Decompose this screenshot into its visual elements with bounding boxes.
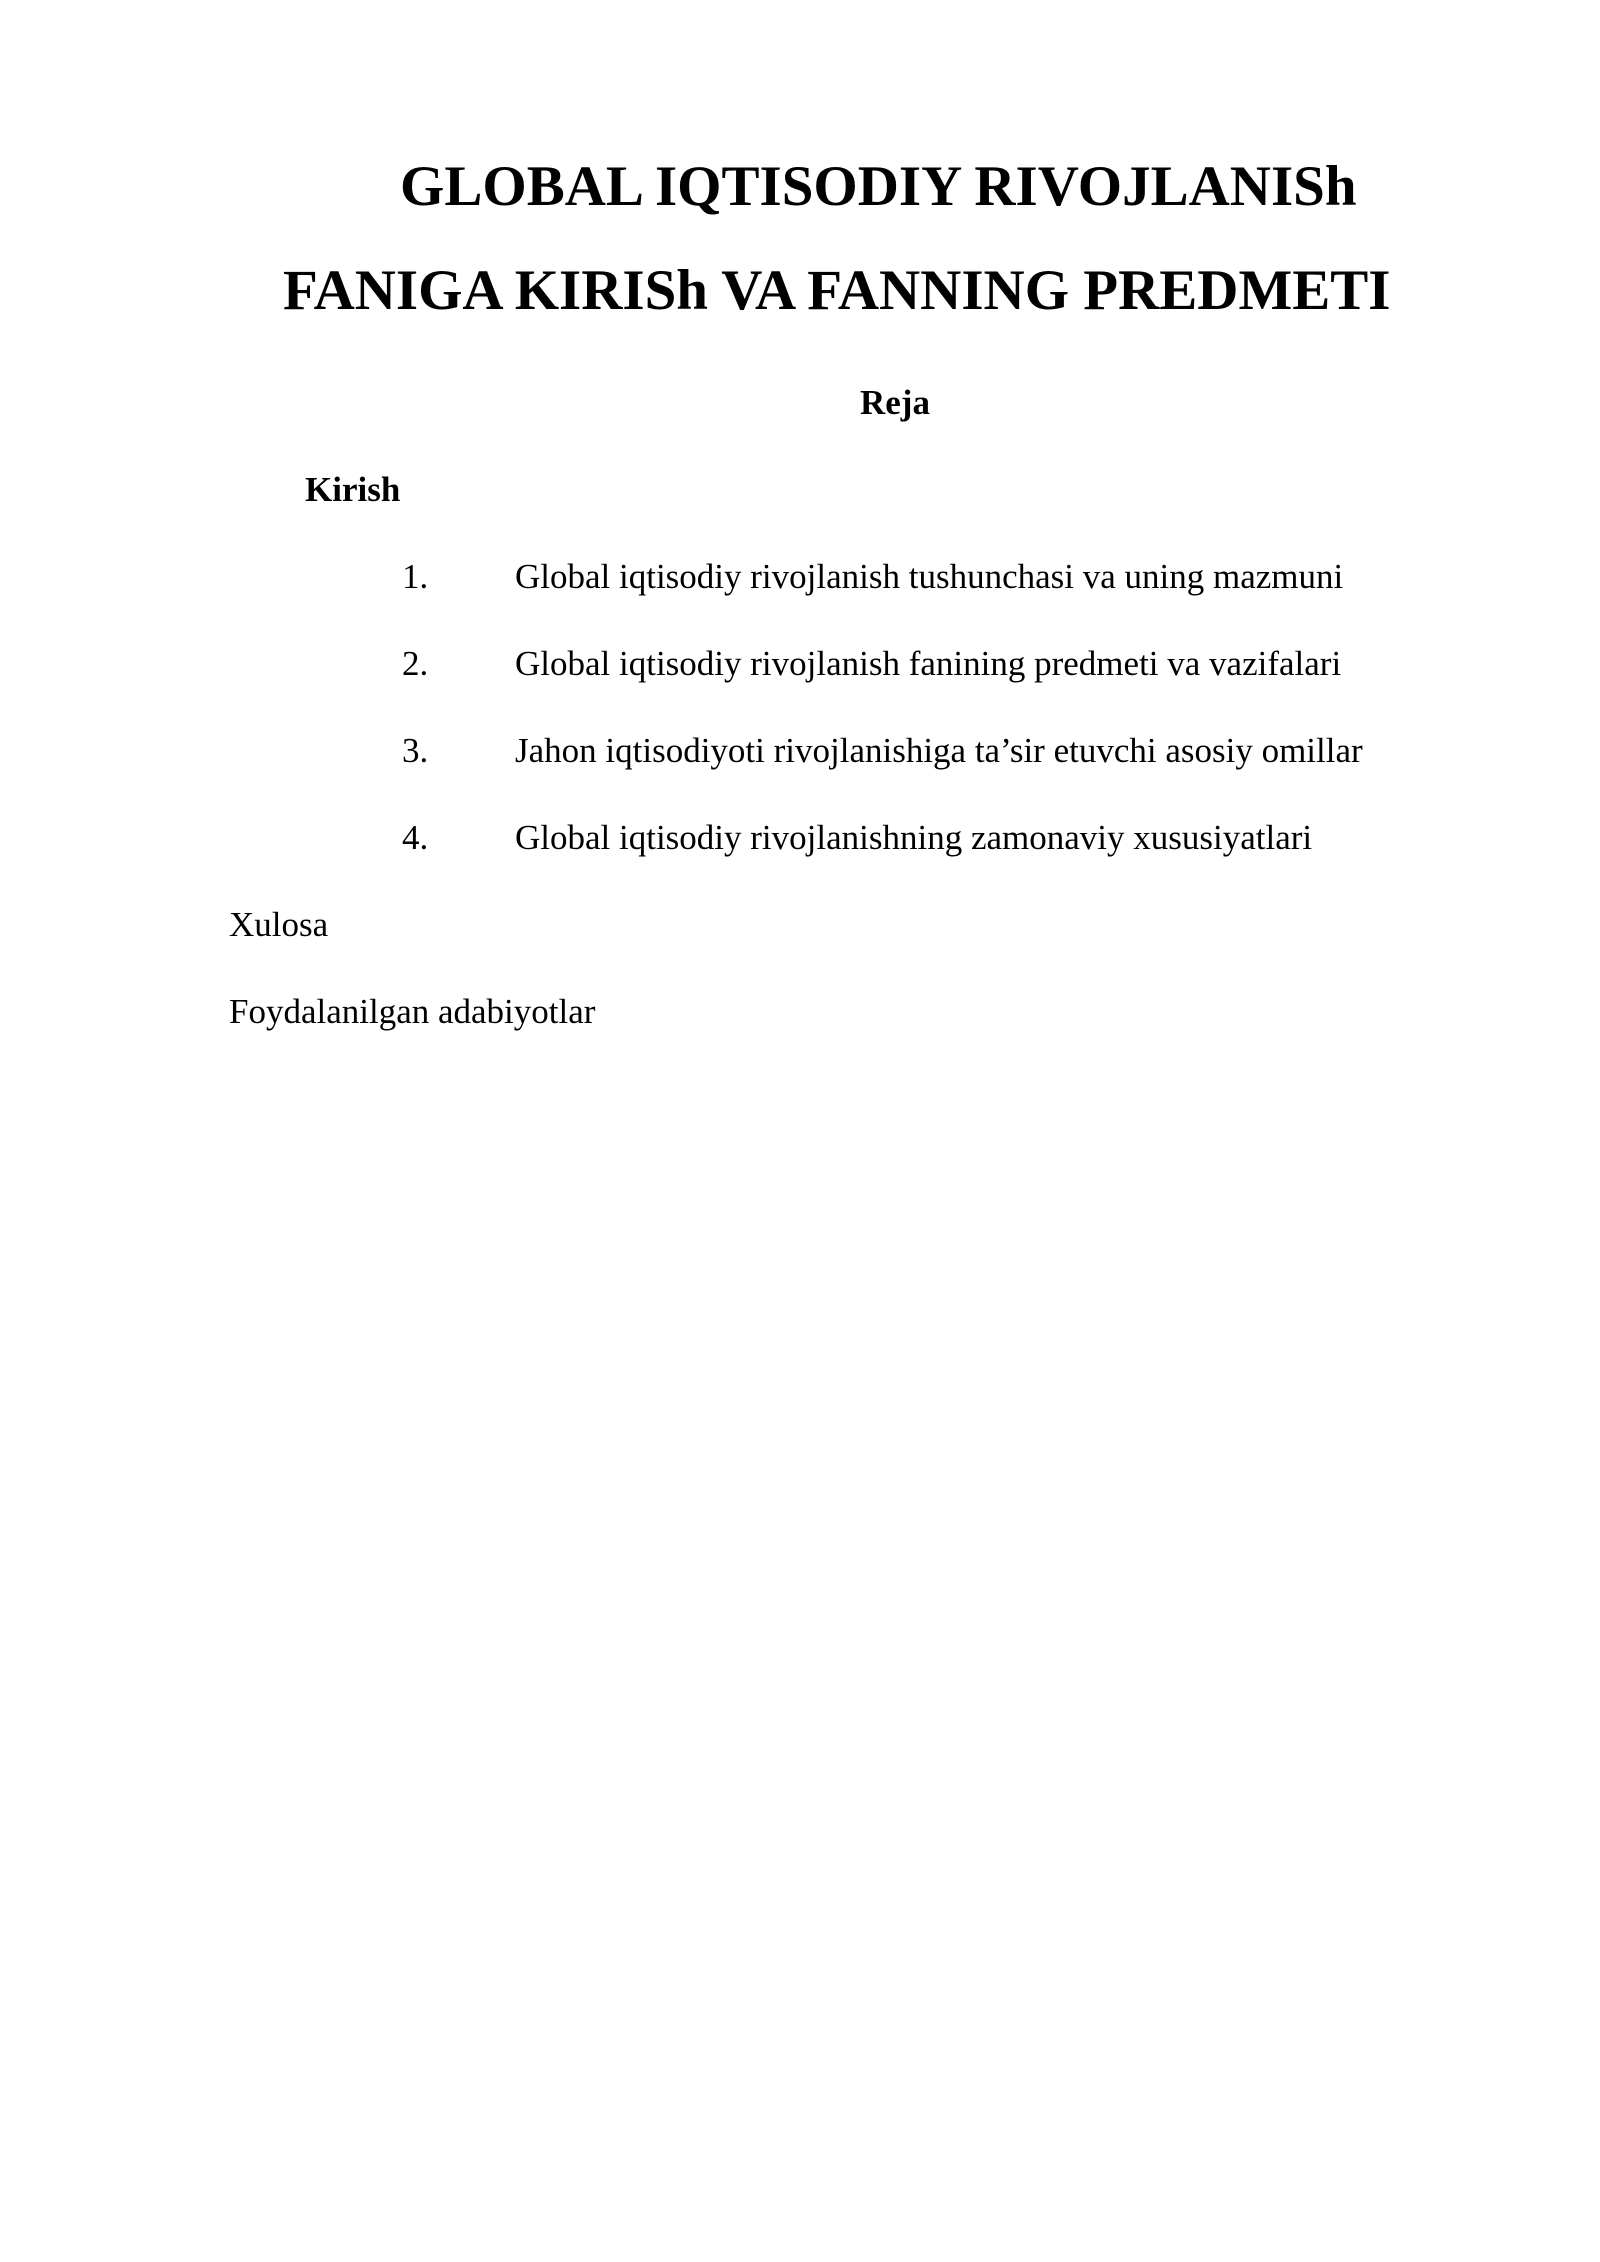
plan-heading: Reja [860,383,930,422]
references-heading: Foydalanilgan adabiyotlar [229,992,596,1031]
plan-item-number: 4. [402,818,429,857]
plan-item-text: Global iqtisodiy rivojlanish tushunchasi va uning mazmuni [515,557,1344,596]
plan-item-number: 1. [402,557,429,596]
plan-item-text: Global iqtisodiy rivojlanishning zamonaviy xususiyatlari [515,818,1313,857]
conclusion-heading: Xulosa [229,905,329,944]
plan-item-number: 3. [402,731,429,770]
title-line-1: GLOBAL IQTISODIY RIVOJLANISh [400,155,1357,218]
plan-item-number: 2. [402,644,429,683]
plan-list-item [0,646,1600,686]
plan-item-text: Jahon iqtisodiyoti rivojlanishiga ta’sir etuvchi asosiy omillar [515,731,1363,770]
plan-list-item [0,559,1600,599]
plan-item-text: Global iqtisodiy rivojlanish fanining predmeti va vazifalari [515,644,1342,683]
intro-heading: Kirish [305,470,401,509]
plan-list-item [0,733,1600,773]
plan-list-item [0,820,1600,860]
title-line-2: FANIGA KIRISh VA FANNING PREDMETI [283,259,1391,322]
